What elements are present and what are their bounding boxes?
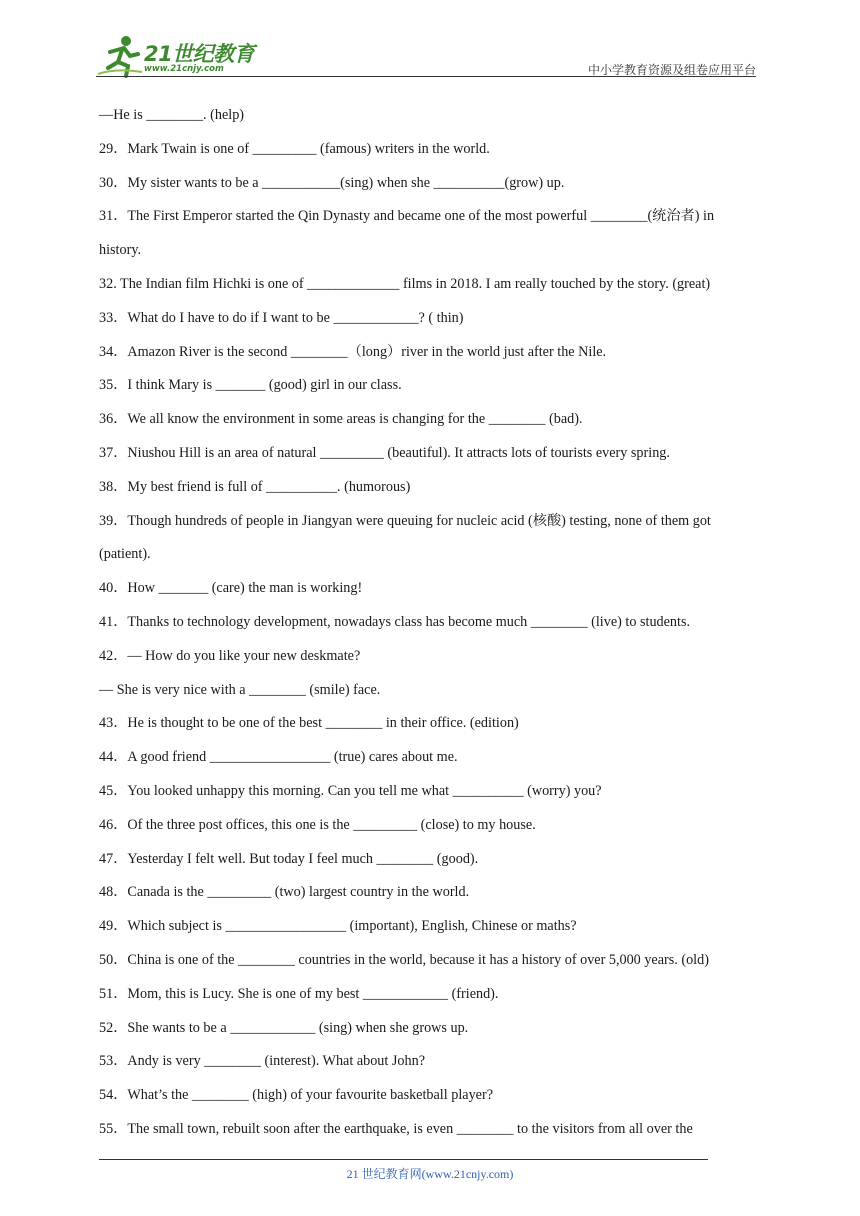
exercise-line: 29．Mark Twain is one of _________ (famous) writers in the world. — [99, 140, 490, 157]
page-header — [96, 34, 756, 78]
exercise-line: 42．— How do you like your new deskmate? — [99, 647, 361, 664]
exercise-line: 32. The Indian film Hichki is one of _____________ films in 2018. I am really touched by the story. (great) — [99, 275, 711, 292]
exercise-line: 52．She wants to be a ____________ (sing) when she grows up. — [99, 1019, 469, 1036]
exercise-line: 55．The small town, rebuilt soon after the earthquake, is even ________ to the visitors from all over the — [99, 1120, 693, 1137]
exercise-line: 46．Of the three post offices, this one is the _________ (close) to my house. — [99, 816, 536, 833]
exercise-line: 37．Niushou Hill is an area of natural _________ (beautiful). It attracts lots of tourists every spring. — [99, 444, 670, 461]
exercise-line: 48．Canada is the _________ (two) largest country in the world. — [99, 884, 470, 901]
exercise-line: 33．What do I have to do if I want to be ____________? ( thin) — [99, 309, 464, 326]
header-divider — [96, 76, 756, 77]
exercise-line: history. — [99, 242, 142, 259]
exercise-line: (patient). — [99, 546, 151, 563]
exercise-line: 40．How _______ (care) the man is working! — [99, 580, 363, 597]
exercise-line: 54．What’s the ________ (high) of your favourite basketball player? — [99, 1087, 493, 1104]
exercise-line: 38．My best friend is full of __________. (humorous) — [99, 478, 411, 495]
exercise-line: 36．We all know the environment in some areas is changing for the ________ (bad). — [99, 411, 583, 428]
exercise-line: 50．China is one of the ________ countries in the world, because it has a history of over 5,000 years. (old) — [99, 951, 709, 968]
logo-url: www.21cnjy.com — [144, 64, 224, 74]
runner-logo-icon — [96, 34, 144, 78]
header-tagline: 中小学教育资源及组卷应用平台 — [587, 63, 756, 77]
exercise-line: 30．My sister wants to be a ___________(sing) when she __________(grow) up. — [99, 174, 565, 191]
exercise-line: 35．I think Mary is _______ (good) girl in our class. — [99, 377, 402, 394]
exercise-line: 49．Which subject is _________________ (important), English, Chinese or maths? — [99, 918, 577, 935]
exercise-line: 45．You looked unhappy this morning. Can you tell me what __________ (worry) you? — [99, 782, 602, 799]
exercise-line: 31．The First Emperor started the Qin Dynasty and became one of the most powerful ________(统治者) in — [99, 208, 715, 225]
exercise-line: 43．He is thought to be one of the best ________ in their office. (edition) — [99, 715, 519, 732]
exercise-line: 47．Yesterday I felt well. But today I feel much ________ (good). — [99, 850, 479, 867]
page-footer: 21 世纪教育网(www.21cnjy.com) — [346, 1167, 514, 1181]
exercise-line: 53．Andy is very ________ (interest). What about John? — [99, 1053, 425, 1070]
exercise-line: 39．Though hundreds of people in Jiangyan were queuing for nucleic acid (核酸) testing, none of them got — [99, 512, 711, 529]
exercise-line: 51．Mom, this is Lucy. She is one of my best ____________ (friend). — [99, 985, 499, 1002]
exercise-line: —He is ________. (help) — [99, 107, 245, 123]
logo-title: 21世纪教育 — [144, 42, 255, 66]
site-logo — [96, 34, 266, 78]
exercise-line: — She is very nice with a ________ (smile) face. — [99, 681, 381, 698]
exercise-line: 41．Thanks to technology development, nowadays class has become much ________ (live) to students. — [99, 613, 691, 630]
footer-divider — [99, 1159, 708, 1160]
exercise-line: 44．A good friend _________________ (true) cares about me. — [99, 749, 458, 766]
exercise-list — [99, 105, 763, 1153]
exercise-line: 34．Amazon River is the second ________（long）river in the world just after the Nile. — [99, 343, 607, 360]
